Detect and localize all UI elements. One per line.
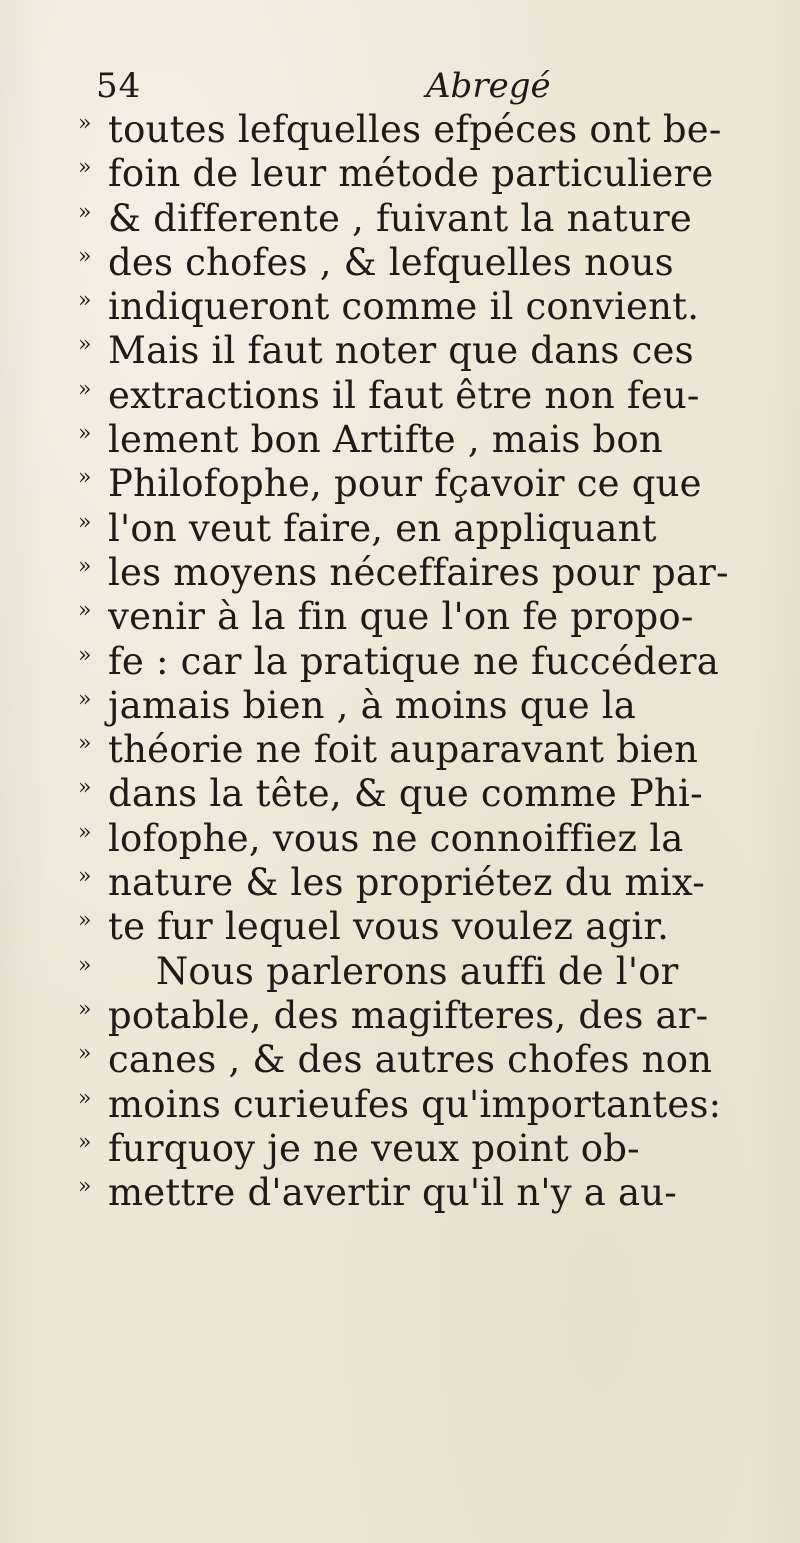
line-text: Philofophe, pour fçavoir ce que [108, 462, 702, 506]
text-line [78, 684, 758, 728]
quotation-mark: » [78, 243, 92, 269]
line-text: mettre d'avertir qu'il n'y a au- [108, 1171, 678, 1215]
text-line [78, 772, 758, 816]
line-text: lofophe, vous ne connoiffiez la [108, 816, 684, 860]
quotation-mark: » [78, 1041, 92, 1067]
quotation-mark: » [78, 996, 92, 1022]
line-text: canes , & des autres chofes non [108, 1038, 713, 1082]
page-number: 54 [96, 66, 142, 106]
text-line [78, 197, 758, 241]
line-text: moins curieufes qu'importantes: [108, 1082, 722, 1126]
text-line [78, 329, 758, 373]
line-text: indiqueront comme il convient. [108, 285, 700, 329]
text-line [78, 374, 758, 418]
quotation-mark: » [78, 111, 92, 136]
line-text: Mais il faut noter que dans ces [108, 329, 694, 373]
text-line [78, 1171, 758, 1215]
line-text: fe : car la pratique ne fuccédera [108, 639, 720, 683]
text-line [78, 241, 758, 285]
line-text: jamais bien , à moins que la [108, 683, 637, 727]
text-line [78, 905, 758, 949]
line-text: toutes lefquelles efpéces ont be- [108, 108, 722, 151]
quotation-mark: » [78, 421, 92, 447]
line-text: te fur lequel vous voulez agir. [108, 905, 670, 949]
line-text: théorie ne foit auparavant bien [108, 728, 699, 772]
quotation-mark: » [78, 465, 92, 491]
quotation-mark: » [78, 864, 92, 890]
text-line [78, 1038, 758, 1082]
line-text: foin de leur métode particuliere [108, 152, 714, 196]
text-line [78, 1127, 758, 1171]
line-text: & differente , fuivant la nature [108, 196, 692, 240]
quotation-mark: » [78, 731, 92, 757]
text-line [78, 1083, 758, 1127]
line-text: des chofes , & lefquelles nous [108, 240, 674, 284]
text-line [78, 595, 758, 639]
line-text: les moyens néceffaires pour par- [108, 550, 729, 594]
quotation-mark: » [78, 199, 92, 225]
quotation-mark: » [78, 819, 92, 845]
line-text: l'on veut faire, en appliquant [108, 506, 657, 550]
text-line [78, 728, 758, 772]
text-line [78, 861, 758, 905]
quotation-mark: » [78, 686, 92, 712]
running-head: Abregé [426, 66, 551, 106]
quotation-mark: » [78, 288, 92, 314]
text-line [78, 285, 758, 329]
quotation-mark: » [78, 155, 92, 181]
line-text: potable, des magifteres, des ar- [108, 993, 709, 1037]
line-text: nature & les propriétez du mix- [108, 861, 705, 905]
line-text: Nous parlerons auffi de l'or [108, 949, 679, 993]
quotation-mark: » [78, 509, 92, 535]
quotation-mark: » [78, 642, 92, 668]
line-text: dans la tête, & que comme Phi- [108, 772, 703, 816]
quotation-mark: » [78, 952, 92, 978]
quotation-mark: » [78, 1129, 92, 1155]
page-header [96, 66, 736, 110]
quotation-mark: » [78, 908, 92, 934]
quotation-mark: » [78, 598, 92, 624]
text-line [78, 418, 758, 462]
text-line [78, 817, 758, 861]
text-line [78, 462, 758, 506]
quotation-mark: » [78, 553, 92, 579]
line-text: extractions il faut être non feu- [108, 373, 700, 417]
text-line [78, 950, 758, 994]
text-line [78, 551, 758, 595]
quotation-mark: » [78, 1085, 92, 1111]
text-line [78, 152, 758, 196]
line-text: venir à la fin que l'on fe propo- [108, 595, 694, 639]
text-line [78, 108, 758, 152]
quotation-mark: » [78, 775, 92, 801]
text-line [78, 994, 758, 1038]
quotation-mark: » [78, 1174, 92, 1200]
text-line [78, 507, 758, 551]
line-text: furquoy je ne veux point ob- [108, 1126, 640, 1170]
line-text: lement bon Artifte , mais bon [108, 418, 663, 462]
quotation-mark: » [78, 376, 92, 402]
body-text [78, 108, 758, 1215]
text-line [78, 640, 758, 684]
quotation-mark: » [78, 332, 92, 358]
